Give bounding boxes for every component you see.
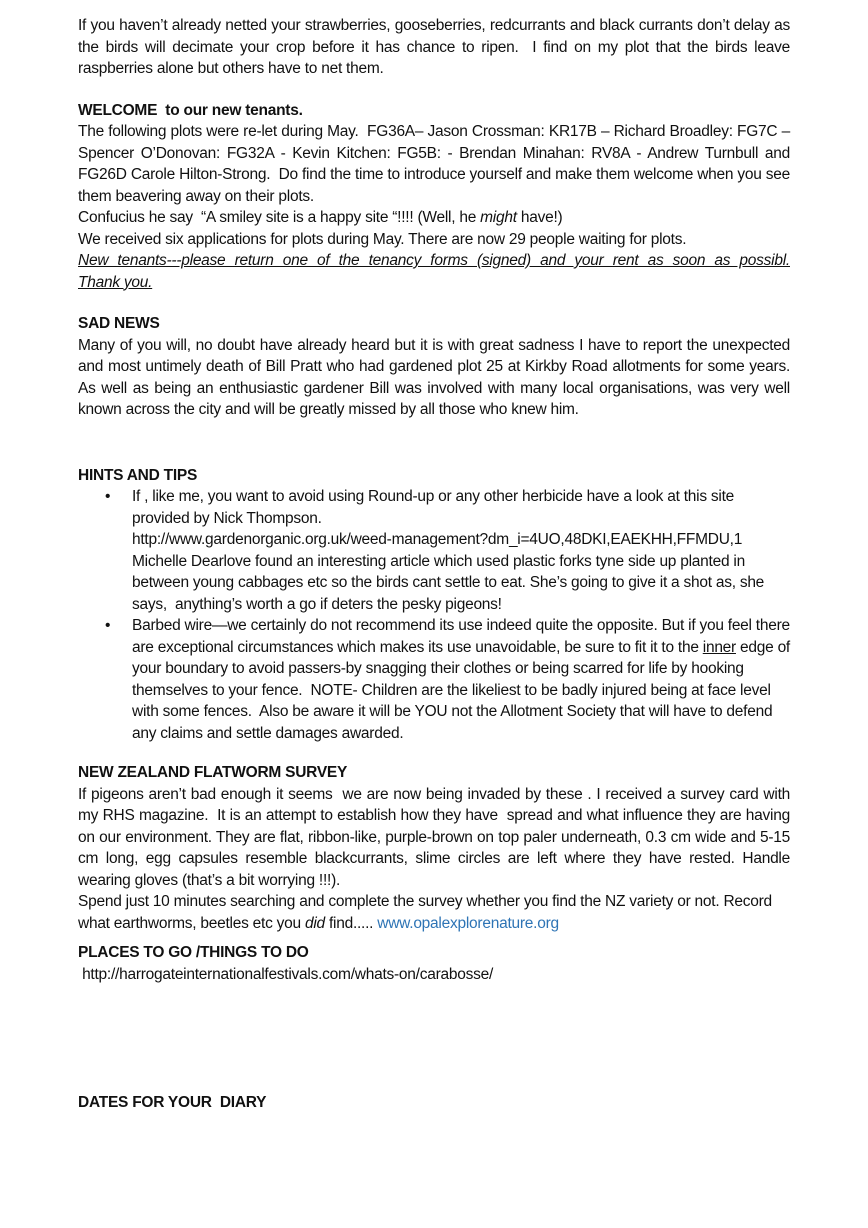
section-flatworm-survey (78, 762, 795, 934)
bullet-icon: • (105, 488, 111, 505)
survey-text-pre: Spend just 10 minutes searching and complete the survey whether you find the NZ variety or not. Record what earthworms, beetles etc you (78, 893, 776, 932)
applications-line (78, 229, 790, 251)
section-places-to-go (78, 942, 790, 985)
intro-text: If you haven’t already netted your strawberries, gooseberries, redcurrants and black currants don’t delay as the birds will decimate your crop before it has chance to ripen. I find on my plot that the birds leave raspberries alone but others have to net them. (78, 17, 795, 77)
hint1-text: If , like me, you want to avoid using Round-up or any other herbicide have a look at this site provided by Nick Thompson. (132, 488, 739, 527)
welcome-paragraph (78, 121, 795, 207)
hint1-url-text: http://www.gardenorganic.org.uk/weed-management?dm_i=4UO,48DKI,EAEKHH,FFMDU,1 (132, 531, 743, 548)
notice-line-1: New tenants---please return one of the tenancy forms (signed) and your rent as soon as possibl. (78, 252, 790, 269)
flatworm-survey-line (78, 891, 790, 934)
hint2-text-post: edge of your boundary to avoid passers-by snagging their clothes or being scarred for life by hooking themselves to your fence. NOTE- Children are the likeliest to be badly injured being at face level with some fences. Also be aware it will be YOU not the Allotment Society that will have to defend any claims and settle damages awarded. (132, 638, 795, 742)
confucius-italic-word: might (480, 209, 517, 226)
hint-item-barbed-wire (78, 615, 795, 744)
flatworm-heading: NEW ZEALAND FLATWORM SURVEY (78, 764, 348, 781)
section-sad-news (78, 313, 799, 421)
section-welcome (78, 100, 795, 294)
harrogate-url-line (78, 964, 790, 986)
hint-item-roundup (78, 486, 790, 615)
dates-heading: DATES FOR YOUR DIARY (78, 1094, 267, 1111)
survey-text-mid: find..... (324, 914, 378, 932)
notice-line-2: Thank you. (78, 273, 153, 291)
section-dates-for-diary (78, 1092, 790, 1114)
new-tenants-notice (78, 250, 790, 293)
intro-paragraph (78, 15, 795, 80)
survey-italic-word: did (304, 914, 325, 932)
section-intro (78, 15, 795, 80)
confucius-text-pre: Confucius he say “A smiley site is a happy site “!!!! (Well, he (78, 209, 481, 226)
places-heading: PLACES TO GO /THINGS TO DO (78, 944, 309, 961)
hint2-text-pre: Barbed wire—we certainly do not recommend its use indeed quite the opposite. But if you feel there are exceptional circumstances which makes its use unavoidable, be sure to fit it to the (132, 617, 794, 656)
section-hints-and-tips (78, 465, 795, 745)
confucius-line (78, 207, 790, 229)
applications-text: We received six applications for plots during May. There are now 29 people waiting for plots. (78, 230, 687, 248)
hints-heading: HINTS AND TIPS (78, 466, 198, 484)
flatworm-text: If pigeons aren’t bad enough it seems we are now being invaded by these . I received a survey card with my RHS magazine. It is an attempt to establish how they have spread and what influence they are having on our environment. They are flat, ribbon-like, purple-brown on top paler underneath, 0.3 cm wide and 5-15 cm long, egg capsules resemble blackcurrants, slime circles are left where they have rested. Handle wearing gloves (that’s a bit worrying !!!). (78, 785, 795, 889)
hint2-underlined-word: inner (702, 638, 736, 656)
welcome-text: The following plots were re-let during May. FG36A– Jason Crossman: KR17B – Richard Broadley: FG7C – Spencer O’Donovan: FG32A - Kevin Kitchen: FG5B: - Brendan Minahan: RV8A - Andrew Turnbull and FG26D Carole Hilton-Strong. Do find the time to introduce yourself and make them welcome when you see them beavering away on their plots. (78, 123, 795, 205)
welcome-heading: WELCOME to our new tenants. (78, 101, 303, 119)
sad-news-text: Many of you will, no doubt have already heard but it is with great sadness I have to report the unexpected and most untimely death of Bill Pratt who had gardened plot 25 at Kirkby Road allotments for some years. As well as being an enthusiastic gardener Bill was involved with many local organisations, was very well known across the city and will be greatly missed by all those who knew him. (78, 336, 799, 418)
sad-news-paragraph (78, 335, 799, 421)
confucius-text-post: have!) (516, 209, 563, 226)
flatworm-paragraph (78, 784, 795, 892)
opal-explore-nature-link[interactable]: www.opalexplorenature.org (377, 914, 559, 932)
bullet-icon: • (105, 617, 111, 634)
hint1-rest-text: Michelle Dearlove found an interesting article which used plastic forks tyne side up planted in between young cabbages etc so the birds cant settle to eat. She’s going to give it a shot as, she says, anything’s worth a go if deters the pesky pigeons! (132, 552, 769, 613)
harrogate-url-text: http://harrogateinternationalfestivals.com/whats-on/carabosse/ (78, 965, 494, 983)
sad-news-heading: SAD NEWS (78, 315, 160, 332)
hints-list (78, 486, 795, 744)
